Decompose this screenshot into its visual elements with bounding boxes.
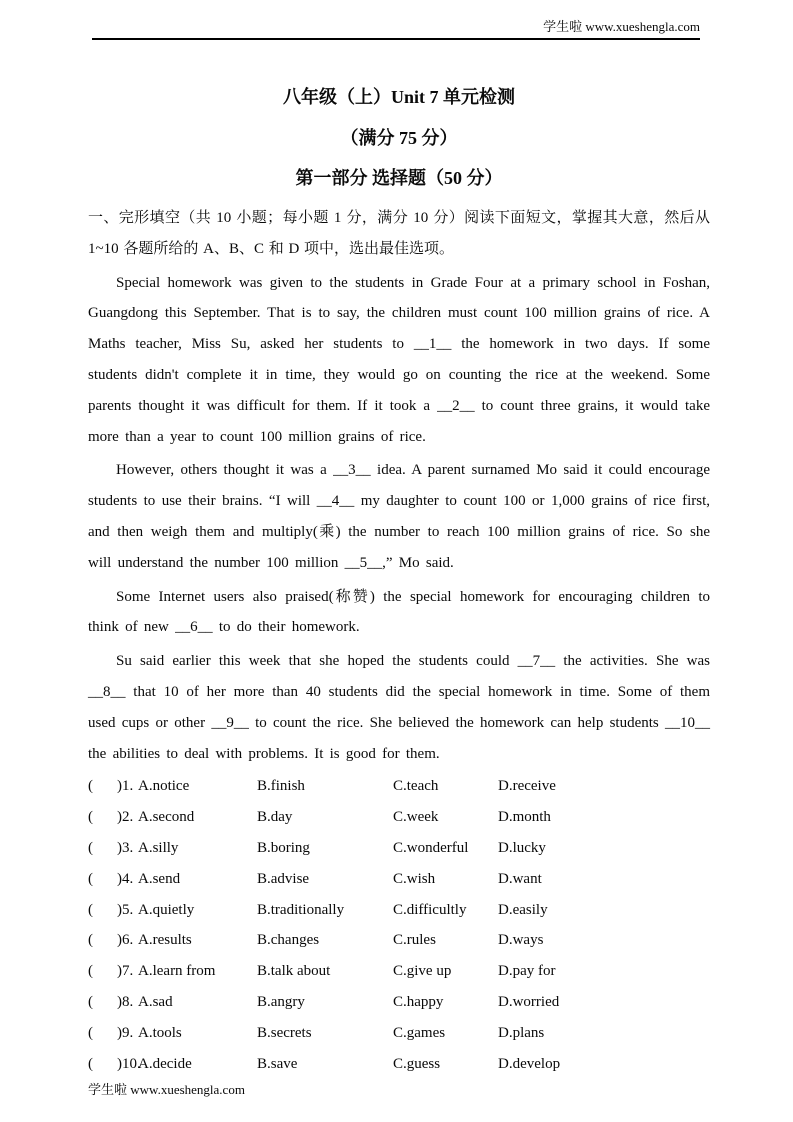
total-score-subtitle: （满分 75 分） — [340, 128, 458, 148]
question-number: )4. — [117, 870, 134, 887]
option-d: D.develop — [498, 1055, 561, 1072]
question-number: )7. — [117, 963, 134, 980]
footer-site-text: 学生啦 www.xueshengla.com — [88, 1082, 245, 1097]
question-number: )9. — [117, 1024, 134, 1041]
question-number: )6. — [117, 932, 134, 949]
option-c: C.rules — [393, 932, 436, 949]
option-a: A.learn from — [138, 963, 216, 980]
answer-bracket: ( — [88, 993, 93, 1010]
passage-paragraph-1: Special homework was given to the students in Grade Four at a primary school in Foshan, Guangdong this September. That is to say, the children must count 100 million grains of rice. A Maths teacher, Miss Su, asked her students to __1__ the homework in two days. If some students didn't complete it in time, they would go on counting the rice at the weekend. Some parents thought it was difficult for them. If it took a __2__ to count three grains, it would take more than a year to count 100 million grains of rice. — [88, 274, 710, 445]
question-number: )3. — [117, 839, 134, 856]
option-a: A.send — [138, 870, 181, 887]
option-d: D.pay for — [498, 963, 556, 980]
page-title: 八年级（上）Unit 7 单元检测 — [282, 87, 515, 107]
answer-bracket: ( — [88, 963, 93, 980]
option-b: B.changes — [257, 932, 320, 949]
question-row-4 — [88, 864, 710, 895]
section-heading: 第一部分 选择题（50 分） — [295, 168, 503, 188]
question-row-1 — [88, 771, 710, 802]
answer-bracket: ( — [88, 839, 93, 856]
option-a: A.quietly — [138, 901, 195, 918]
question-row-6 — [88, 925, 710, 956]
question-row-9 — [88, 1018, 710, 1049]
option-b: B.advise — [257, 870, 310, 887]
question-number: )2. — [117, 809, 134, 826]
cloze-instructions: 一、完形填空（共 10 小题；每小题 1 分，满分 10 分）阅读下面短文，掌握其大意，然后从 1~10 各题所给的 A、B、C 和 D 项中，选出最佳选项。 — [88, 210, 710, 257]
option-b: B.day — [257, 809, 293, 826]
option-c: C.week — [393, 809, 439, 826]
question-options-list — [88, 771, 710, 1079]
option-b: B.finish — [257, 778, 305, 795]
answer-bracket: ( — [88, 932, 93, 949]
option-b: B.angry — [257, 993, 305, 1010]
option-a: A.decide — [138, 1055, 192, 1072]
answer-bracket: ( — [88, 870, 93, 887]
option-a: A.notice — [138, 778, 190, 795]
option-c: C.give up — [393, 963, 452, 980]
option-c: C.games — [393, 1024, 446, 1041]
page-header — [92, 0, 700, 40]
option-d: D.ways — [498, 932, 544, 949]
option-b: B.save — [257, 1055, 298, 1072]
option-d: D.want — [498, 870, 542, 887]
option-b: B.secrets — [257, 1024, 312, 1041]
option-b: B.traditionally — [257, 901, 345, 918]
option-d: D.plans — [498, 1024, 545, 1041]
option-d: D.worried — [498, 993, 560, 1010]
option-d: D.lucky — [498, 839, 546, 856]
question-number: )1. — [117, 778, 134, 795]
option-b: B.talk about — [257, 963, 331, 980]
question-row-2 — [88, 802, 710, 833]
passage-paragraph-4: Su said earlier this week that she hoped the students could __7__ the activities. She was __8__ that 10 of her more than 40 students did the special homework in time. Some of them used cups or other __9__ to count the rice. She believed the homework can help students __10__ the abilities to deal with problems. It is good for them. — [88, 653, 710, 762]
answer-bracket: ( — [88, 1024, 93, 1041]
option-b: B.boring — [257, 839, 310, 856]
passage-paragraph-2: However, others thought it was a __3__ idea. A parent surnamed Mo said it could encourage students to use their brains. “I will __4__ my daughter to count 100 or 1,000 grains of rice first, and then weigh them and multiply(乘) the number to reach 100 million grains of rice. So she will understand the number 100 million __5__,” Mo said. — [88, 462, 710, 571]
option-a: A.sad — [138, 993, 173, 1010]
option-d: D.receive — [498, 778, 556, 795]
option-d: D.month — [498, 809, 551, 826]
page-content — [88, 42, 710, 1079]
option-d: D.easily — [498, 901, 548, 918]
option-c: C.wish — [393, 870, 436, 887]
answer-bracket: ( — [88, 778, 93, 795]
answer-bracket: ( — [88, 809, 93, 826]
question-row-10 — [88, 1049, 710, 1080]
option-c: C.difficultly — [393, 901, 467, 918]
option-a: A.results — [138, 932, 192, 949]
question-number: )8. — [117, 993, 134, 1010]
question-row-5 — [88, 895, 710, 926]
question-row-7 — [88, 956, 710, 987]
question-number: )5. — [117, 901, 134, 918]
option-a: A.silly — [138, 839, 179, 856]
option-a: A.second — [138, 809, 195, 826]
page-footer — [88, 1081, 245, 1098]
option-c: C.teach — [393, 778, 439, 795]
option-a: A.tools — [138, 1024, 182, 1041]
answer-bracket: ( — [88, 1055, 93, 1072]
option-c: C.guess — [393, 1055, 441, 1072]
question-number: )10. — [117, 1055, 141, 1072]
answer-bracket: ( — [88, 901, 93, 918]
question-row-8 — [88, 987, 710, 1018]
option-c: C.wonderful — [393, 839, 469, 856]
question-row-3 — [88, 833, 710, 864]
option-c: C.happy — [393, 993, 444, 1010]
header-site-text: 学生啦 www.xueshengla.com — [543, 19, 700, 34]
passage-paragraph-3: Some Internet users also praised(称赞) the special homework for encouraging children to think of new __6__ to do their homework. — [88, 588, 710, 636]
